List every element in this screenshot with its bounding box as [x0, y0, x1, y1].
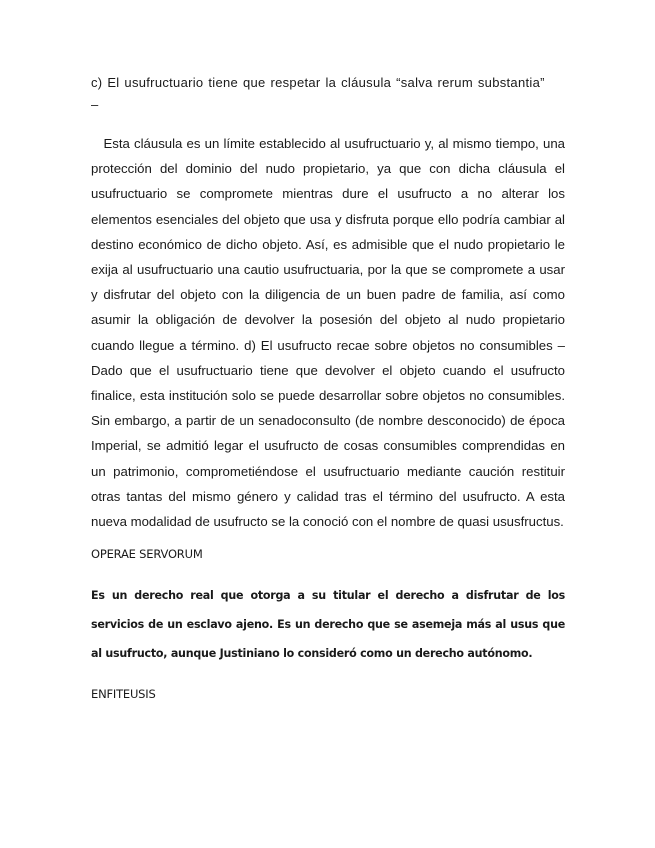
heading-operae-servorum: OPERAE SERVORUM: [91, 547, 203, 562]
dash-separator: –: [91, 97, 99, 112]
body-paragraph: Esta cláusula es un límite establecido al usufructuario y, al mismo tiempo, una protección del dominio del nudo propietario, ya que con dicha cláusula el usufructuario se compromete mientras dure el usufructo a no alterar los elementos esenciales del objeto que usa y disfruta porque ello podría cambiar al destino económico de dicho objeto. Así, es admisible que el nudo propietario le exija al usufructuario una cautio usufructuaria, por la que se compromete a usar y disfrutar del objeto con la diligencia de un buen padre de familia, así como asumir la obligación de devolver la posesión del objeto al nudo propietario cuando llegue a término. d) El usufructo recae sobre objetos no consumibles – Dado que el usufructuario tiene que devolver el objeto cuando el usufructo finalice, esta institución solo se puede desarrollar sobre objetos no consumibles. Sin embargo, a partir de un senadoconsulto (de nombre desconocido) de época Imperial, se admitió legar el usufructo de cosas consumibles comprendidas en un patrimonio, comprometiéndose el usufructuario mediante caución restituir otras tantas del mismo género y calidad tras el término del usufructo. A esta nueva modalidad de usufructo se la conoció con el nombre de quasi ususfructus.: [91, 136, 569, 530]
heading-enfiteusis: ENFITEUSIS: [91, 687, 156, 702]
document-page: [91, 70, 569, 704]
clause-title: c) El usufructuario tiene que respetar la cláusula “salva rerum substantia”: [91, 75, 545, 90]
operae-servorum-text: Es un derecho real que otorga a su titular el derecho a disfrutar de los servicios de un esclavo ajeno. Es un derecho que se asemeja más al usus que al usufructo, aunque Justiniano lo consideró como un derecho autónomo.: [91, 589, 565, 661]
